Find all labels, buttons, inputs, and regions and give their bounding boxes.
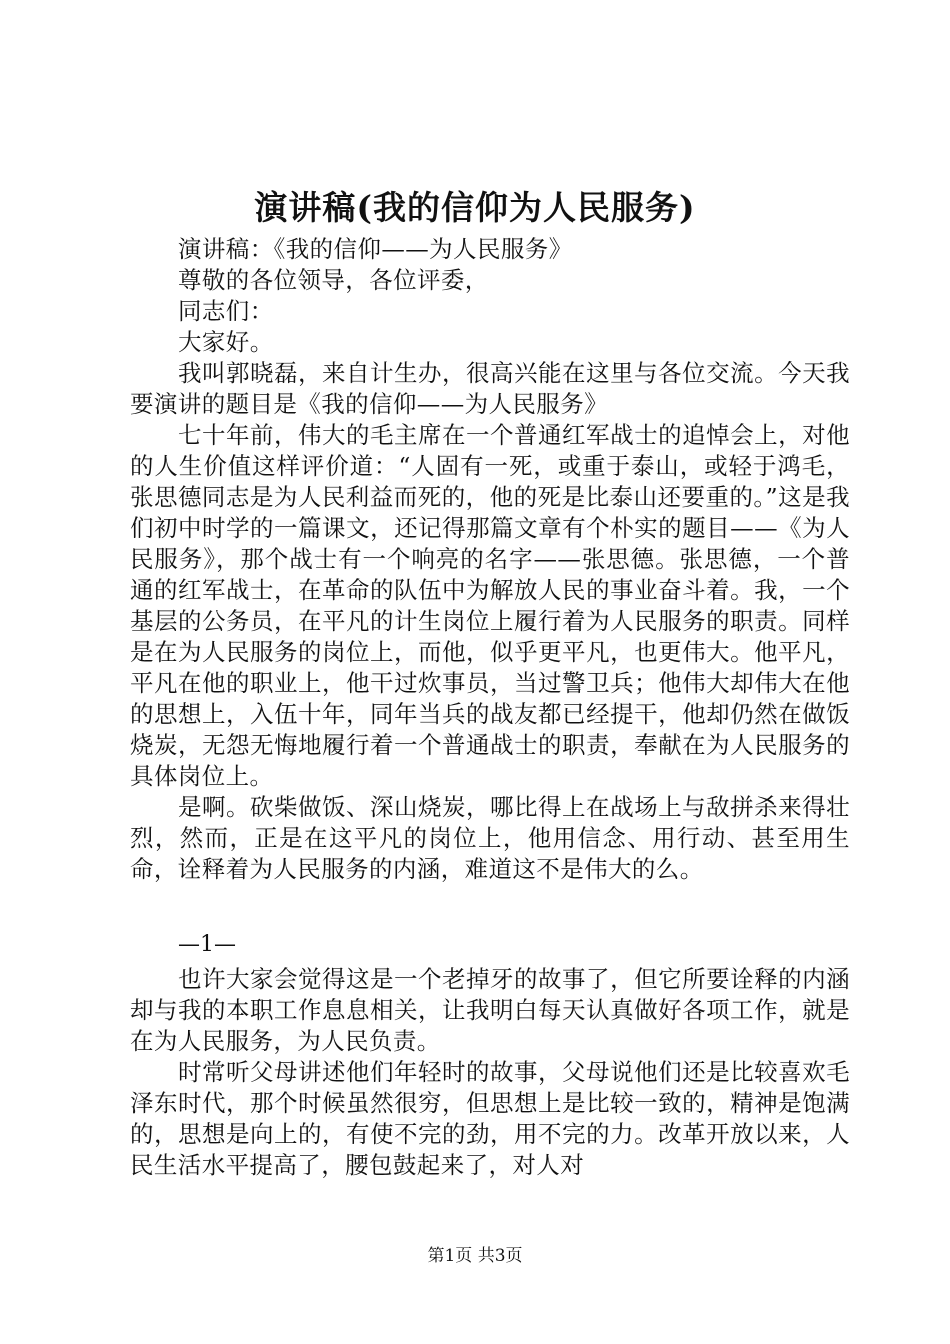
paragraph: 是啊。砍柴做饭、深山烧炭，哪比得上在战场上与敌拼杀来得壮烈，然而，正是在这平凡的岗位上，他用信念、用行动、甚至用生命，诠释着为人民服务的内涵，难道这不是伟大的么。 [130,793,850,883]
page-footer: 第1页 共3页 [427,1246,523,1266]
document-title: 演讲稿(我的信仰为人民服务) [254,188,696,227]
paragraph: 我叫郭晓磊，来自计生办，很高兴能在这里与各位交流。今天我要演讲的题目是《我的信仰——为人民服务》 [130,359,850,418]
paragraph: 也许大家会觉得这是一个老掉牙的故事了，但它所要诠释的内涵却与我的本职工作息息相关，让我明白每天认真做好各项工作，就是在为人民服务，为人民负责。 [130,965,850,1055]
paragraph: 演讲稿：《我的信仰——为人民服务》 [178,235,573,263]
paragraph: 时常听父母讲述他们年轻时的故事，父母说他们还是比较喜欢毛泽东时代，那个时候虽然很穷，但思想上是比较一致的，精神是饱满的，思想是向上的，有使不完的劲，用不完的力。改革开放以来，人民生活水平提高了，腰包鼓起来了，对人对 [130,1058,850,1179]
document-body-part1 [130,234,850,885]
paragraph: 七十年前，伟大的毛主席在一个普通红军战士的追悼会上，对他的人生价值这样评价道：“人固有一死，或重于泰山，或轻于鸿毛，张思德同志是为人民利益而死的，他的死是比泰山还要重的。”这是我们初中时学的一篇课文，还记得那篇文章有个朴实的题目——《为人民服务》，那个战士有一个响亮的名字——张思德。张思德，一个普通的红军战士，在革命的队伍中为解放人民的事业奋斗着。我，一个基层的公务员，在平凡的计生岗位上履行着为人民服务的职责。同样是在为人民服务的岗位上，而他，似乎更平凡，也更伟大。他平凡，平凡在他的职业上，他干过炊事员，当过警卫兵；他伟大却伟大在他的思想上，入伍十年，同年当兵的战友都已经提干，他却仍然在做饭烧炭，无怨无悔地履行着一个普通战士的职责，奉献在为人民服务的具体岗位上。 [130,421,850,790]
paragraph: 大家好。 [178,328,274,356]
inline-page-number: —1— [178,932,236,957]
paragraph: 尊敬的各位领导，各位评委， [178,266,489,294]
paragraph: 同志们： [178,297,274,325]
document-body-part2 [130,964,850,1181]
